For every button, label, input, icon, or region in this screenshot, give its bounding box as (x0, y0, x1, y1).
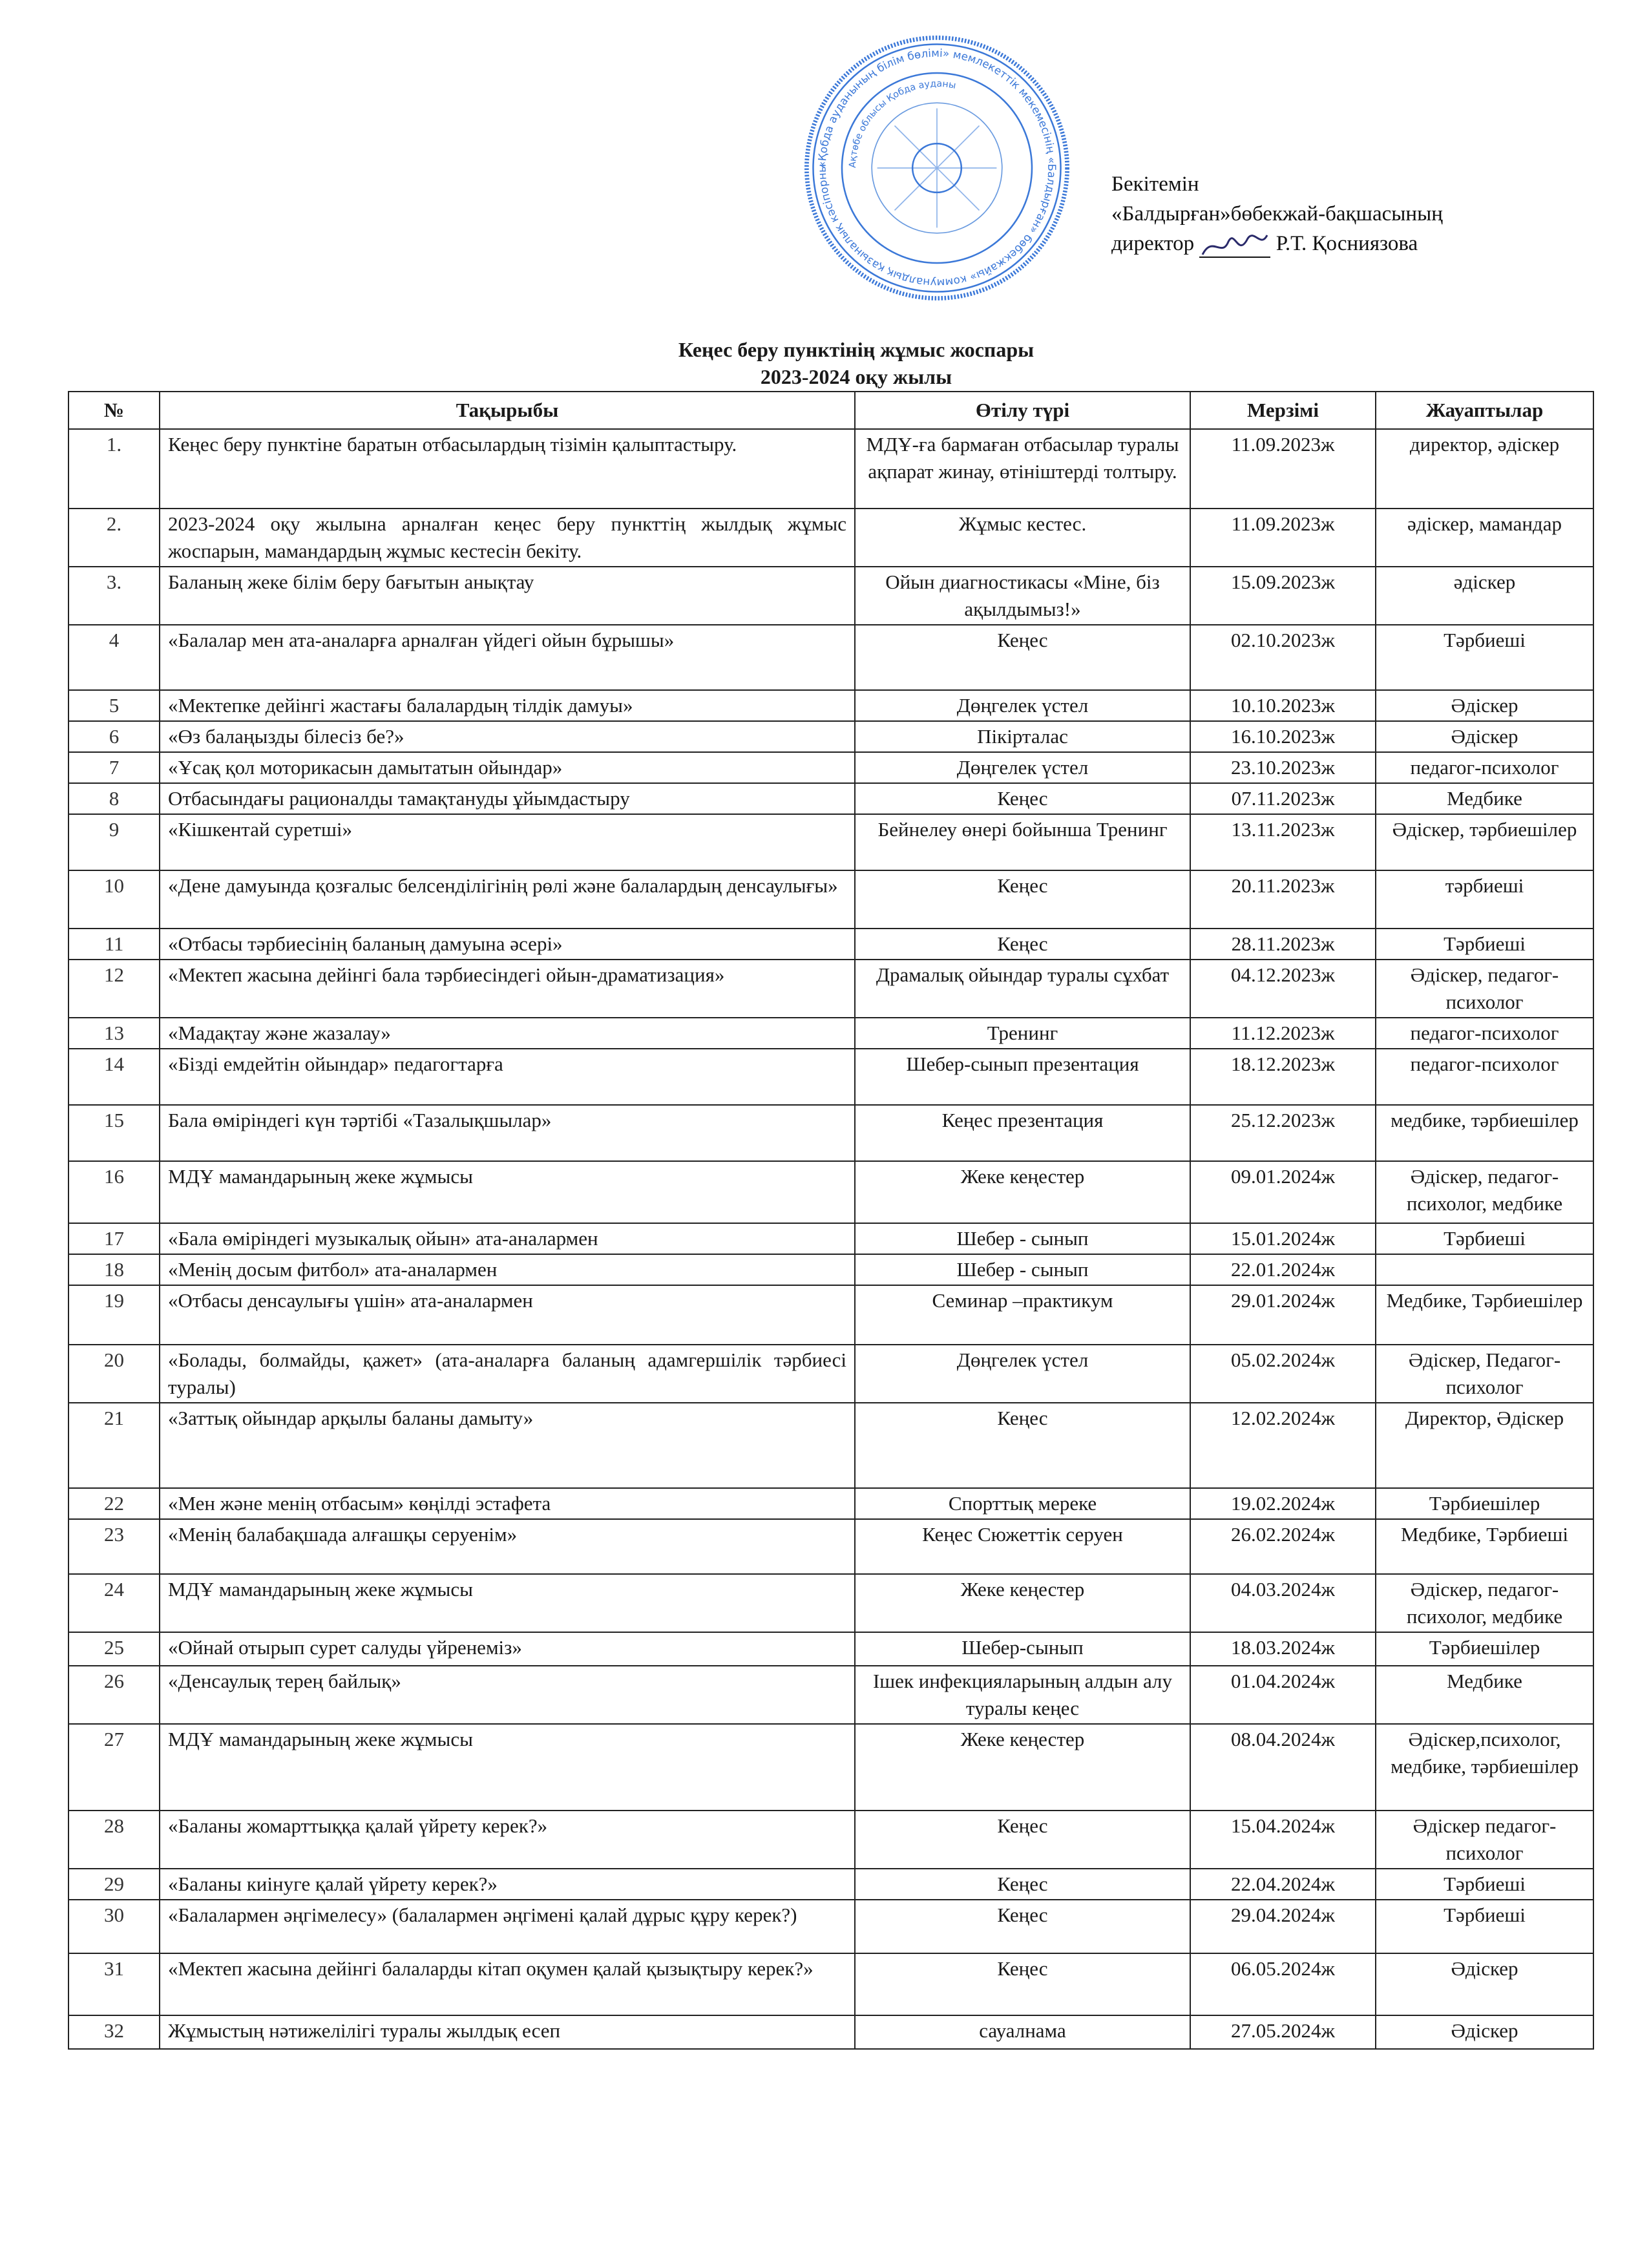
stamp-inner-text: Ақтөбе облысы Қобда ауданы (847, 78, 957, 169)
table-row (68, 1724, 1593, 1811)
table-row (68, 1018, 1593, 1049)
svg-text:Ақтөбе облысы Қобда ауданы (848, 79, 957, 168)
row-number: 9 (68, 814, 160, 870)
row-topic: Бала өміріндегі күн тәртібі «Тазалықшылар» (160, 1105, 855, 1161)
row-responsible: медбике, тәрбиешілер (1376, 1105, 1593, 1161)
row-responsible: педагог-психолог (1376, 752, 1593, 783)
approval-signature-line (1111, 229, 1443, 261)
table-row (68, 960, 1593, 1018)
row-responsible: педагог-психолог (1376, 1049, 1593, 1105)
row-responsible: педагог-психолог (1376, 1018, 1593, 1049)
row-date: 15.01.2024ж (1190, 1223, 1376, 1254)
row-format: Кеңес Сюжеттік серуен (855, 1519, 1190, 1574)
header-number: № (68, 392, 160, 429)
row-topic: «Отбасы тәрбиесінің баланың дамуына әсері» (160, 929, 855, 960)
row-format: Кеңес (855, 870, 1190, 929)
row-responsible: Әдіскер, Педагог-психолог (1376, 1345, 1593, 1403)
row-date: 15.04.2024ж (1190, 1811, 1376, 1869)
row-format: Ішек инфекцияларының алдын алу туралы кеңес (855, 1666, 1190, 1724)
row-format: Шебер - сынып (855, 1254, 1190, 1285)
table-row (68, 1254, 1593, 1285)
row-date: 13.11.2023ж (1190, 814, 1376, 870)
row-topic: МДҰ мамандарының жеке жұмысы (160, 1574, 855, 1632)
row-responsible: Медбике (1376, 1666, 1593, 1724)
row-format: Кеңес (855, 625, 1190, 690)
row-topic: «Дене дамуында қозғалыс белсенділігінің рөлі және балалардың денсаулығы» (160, 870, 855, 929)
table-row (68, 783, 1593, 814)
table-row (68, 870, 1593, 929)
title-line-1: Кеңес беру пунктінің жұмыс жоспары (678, 338, 1035, 361)
row-date: 16.10.2023ж (1190, 721, 1376, 752)
row-responsible: Әдіскер (1376, 1953, 1593, 2015)
approval-signer: Р.Т. Қосниязова (1276, 232, 1418, 255)
row-responsible: Әдіскер, педагог-психолог, медбике (1376, 1161, 1593, 1223)
row-number: 5 (68, 690, 160, 721)
row-date: 11.09.2023ж (1190, 429, 1376, 509)
row-date: 04.12.2023ж (1190, 960, 1376, 1018)
row-format: Кеңес презентация (855, 1105, 1190, 1161)
table-row (68, 625, 1593, 690)
row-topic: 2023-2024 оқу жылына арналған кеңес беру пункттің жылдық жұмыс жоспарын, мамандардың жұмыс кестесін бекіту. (160, 509, 855, 567)
row-responsible: директор, әдіскер (1376, 429, 1593, 509)
plan-table (68, 391, 1594, 2050)
row-topic: «Денсаулық терең байлық» (160, 1666, 855, 1724)
row-format: Шебер-сынып (855, 1632, 1190, 1666)
row-responsible: Медбике (1376, 783, 1593, 814)
row-date: 25.12.2023ж (1190, 1105, 1376, 1161)
row-date: 23.10.2023ж (1190, 752, 1376, 783)
row-responsible: Әдіскер, педагог-психолог (1376, 960, 1593, 1018)
row-number: 10 (68, 870, 160, 929)
table-row (68, 1519, 1593, 1574)
row-topic: «Баланы жомарттыққа қалай үйрету керек?» (160, 1811, 855, 1869)
table-row (68, 1285, 1593, 1345)
row-date: 27.05.2024ж (1190, 2015, 1376, 2049)
table-row (68, 1900, 1593, 1953)
row-topic: «Менің досым фитбол» ата-аналармен (160, 1254, 855, 1285)
table-row (68, 929, 1593, 960)
stamp-outer-text: «Қобда ауданының білім бөлімі» мемлекеттік мекемесінің «Балдырған» бөбекжайы» коммуналдық қазыналық кәсіпорны (815, 46, 1059, 290)
row-number: 17 (68, 1223, 160, 1254)
row-date: 29.01.2024ж (1190, 1285, 1376, 1345)
row-number: 3. (68, 567, 160, 625)
header-date: Мерзімі (1190, 392, 1376, 429)
row-date: 09.01.2024ж (1190, 1161, 1376, 1223)
table-row (68, 1223, 1593, 1254)
table-row (68, 2015, 1593, 2049)
row-responsible: Әдіскер педагог-психолог (1376, 1811, 1593, 1869)
row-format: Пікірталас (855, 721, 1190, 752)
row-format: Кеңес (855, 1953, 1190, 2015)
table-row (68, 1574, 1593, 1632)
row-topic: «Бізді емдейтін ойындар» педагогтарға (160, 1049, 855, 1105)
approval-heading: Бекітемін (1111, 173, 1199, 196)
title-line-2: 2023-2024 оқу жылы (760, 365, 952, 388)
row-format: Шебер-сынып презентация (855, 1049, 1190, 1105)
row-number: 7 (68, 752, 160, 783)
official-stamp (801, 32, 1073, 304)
row-topic: «Баланы киінуге қалай үйрету керек?» (160, 1869, 855, 1900)
table-row (68, 509, 1593, 567)
row-format: Кеңес (855, 783, 1190, 814)
row-date: 15.09.2023ж (1190, 567, 1376, 625)
row-number: 20 (68, 1345, 160, 1403)
row-responsible: Тәрбиешілер (1376, 1632, 1593, 1666)
header-format: Өтілу түрі (855, 392, 1190, 429)
row-date: 06.05.2024ж (1190, 1953, 1376, 2015)
row-date: 05.02.2024ж (1190, 1345, 1376, 1403)
row-format: Драмалық ойындар туралы сұхбат (855, 960, 1190, 1018)
row-date: 19.02.2024ж (1190, 1488, 1376, 1519)
row-topic: «Отбасы денсаулығы үшін» ата-аналармен (160, 1285, 855, 1345)
row-topic: «Кішкентай суретші» (160, 814, 855, 870)
row-topic: «Мектеп жасына дейінгі бала тәрбиесіндегі ойын-драматизация» (160, 960, 855, 1018)
row-number: 29 (68, 1869, 160, 1900)
row-date: 08.04.2024ж (1190, 1724, 1376, 1811)
row-date: 29.04.2024ж (1190, 1900, 1376, 1953)
row-responsible: Тәрбиешілер (1376, 1488, 1593, 1519)
row-responsible: Директор, Әдіскер (1376, 1403, 1593, 1488)
row-topic: «Балалар мен ата-аналарға арналған үйдегі ойын бұрышы» (160, 625, 855, 690)
table-row (68, 1869, 1593, 1900)
row-format: Кеңес (855, 1811, 1190, 1869)
row-format: Бейнелеу өнері бойынша Тренинг (855, 814, 1190, 870)
row-format: Кеңес (855, 1403, 1190, 1488)
row-topic: «Мектеп жасына дейінгі балаларды кітап оқумен қалай қызықтыру керек?» (160, 1953, 855, 2015)
row-topic: «Ойнай отырып сурет салуды үйренеміз» (160, 1632, 855, 1666)
row-number: 11 (68, 929, 160, 960)
row-format: Ойын диагностикасы «Міне, біз ақылдымыз!» (855, 567, 1190, 625)
row-topic: Кеңес беру пунктіне баратын отбасылардың тізімін қалыптастыру. (160, 429, 855, 509)
row-format: Дөңгелек үстел (855, 690, 1190, 721)
row-responsible: Әдіскер, тәрбиешілер (1376, 814, 1593, 870)
row-date: 02.10.2023ж (1190, 625, 1376, 690)
table-row (68, 1105, 1593, 1161)
row-date: 26.02.2024ж (1190, 1519, 1376, 1574)
row-format: Спорттық мереке (855, 1488, 1190, 1519)
row-number: 2. (68, 509, 160, 567)
row-format: Семинар –практикум (855, 1285, 1190, 1345)
row-number: 24 (68, 1574, 160, 1632)
row-number: 21 (68, 1403, 160, 1488)
row-date: 11.09.2023ж (1190, 509, 1376, 567)
row-number: 31 (68, 1953, 160, 2015)
row-responsible: Әдіскер (1376, 721, 1593, 752)
row-number: 12 (68, 960, 160, 1018)
row-number: 8 (68, 783, 160, 814)
table-row (68, 721, 1593, 752)
row-responsible: Тәрбиеші (1376, 1223, 1593, 1254)
row-date: 18.03.2024ж (1190, 1632, 1376, 1666)
row-number: 27 (68, 1724, 160, 1811)
row-responsible: Тәрбиеші (1376, 929, 1593, 960)
row-format: МДҰ-ға бармаған отбасылар туралы ақпарат жинау, өтініштерді толтыру. (855, 429, 1190, 509)
table-row (68, 1488, 1593, 1519)
row-responsible: әдіскер (1376, 567, 1593, 625)
row-topic: Жұмыстың нәтижелілігі туралы жылдық есеп (160, 2015, 855, 2049)
row-topic: «Менің балабақшада алғашқы серуенім» (160, 1519, 855, 1574)
table-row (68, 429, 1593, 509)
row-number: 25 (68, 1632, 160, 1666)
row-number: 22 (68, 1488, 160, 1519)
row-format: Дөңгелек үстел (855, 752, 1190, 783)
row-number: 23 (68, 1519, 160, 1574)
row-responsible: Тәрбиеші (1376, 1900, 1593, 1953)
row-number: 30 (68, 1900, 160, 1953)
row-date: 12.02.2024ж (1190, 1403, 1376, 1488)
row-date: 04.03.2024ж (1190, 1574, 1376, 1632)
row-topic: МДҰ мамандарының жеке жұмысы (160, 1161, 855, 1223)
row-date: 18.12.2023ж (1190, 1049, 1376, 1105)
row-topic: «Балалармен әңгімелесу» (балалармен әңгімені қалай дұрыс құру керек?) (160, 1900, 855, 1953)
row-responsible: Медбике, Тәрбиешілер (1376, 1285, 1593, 1345)
row-format: Шебер - сынып (855, 1223, 1190, 1254)
row-responsible (1376, 1254, 1593, 1285)
header-responsible: Жауаптылар (1376, 392, 1593, 429)
row-date: 28.11.2023ж (1190, 929, 1376, 960)
row-number: 1. (68, 429, 160, 509)
approval-org: «Балдырған»бөбекжай-бақшасының (1111, 202, 1443, 226)
row-topic: «Бала өміріндегі музыкалық ойын» ата-аналармен (160, 1223, 855, 1254)
row-number: 14 (68, 1049, 160, 1105)
row-format: Кеңес (855, 929, 1190, 960)
row-format: Кеңес (855, 1869, 1190, 1900)
table-row (68, 1161, 1593, 1223)
row-number: 28 (68, 1811, 160, 1869)
row-topic: «Мен және менің отбасым» көңілді эстафета (160, 1488, 855, 1519)
row-topic: «Ұсақ қол моторикасын дамытатын ойындар» (160, 752, 855, 783)
row-number: 16 (68, 1161, 160, 1223)
table-row (68, 752, 1593, 783)
table-row (68, 1632, 1593, 1666)
row-date: 11.12.2023ж (1190, 1018, 1376, 1049)
row-number: 26 (68, 1666, 160, 1724)
row-format: Кеңес (855, 1900, 1190, 1953)
row-date: 10.10.2023ж (1190, 690, 1376, 721)
row-responsible: Тәрбиеші (1376, 1869, 1593, 1900)
table-row (68, 567, 1593, 625)
table-row (68, 690, 1593, 721)
document-title (0, 336, 1649, 390)
row-number: 32 (68, 2015, 160, 2049)
row-responsible: Әдіскер,психолог, медбике, тәрбиешілер (1376, 1724, 1593, 1811)
row-format: Жеке кеңестер (855, 1161, 1190, 1223)
header-topic: Тақырыбы (160, 392, 855, 429)
row-responsible: тәрбиеші (1376, 870, 1593, 929)
row-topic: МДҰ мамандарының жеке жұмысы (160, 1724, 855, 1811)
row-topic: «Өз балаңызды білесіз бе?» (160, 721, 855, 752)
row-number: 4 (68, 625, 160, 690)
row-format: Жеке кеңестер (855, 1724, 1190, 1811)
row-format: Тренинг (855, 1018, 1190, 1049)
row-responsible: Әдіскер (1376, 690, 1593, 721)
row-date: 07.11.2023ж (1190, 783, 1376, 814)
row-responsible: Әдіскер (1376, 2015, 1593, 2049)
row-topic: Баланың жеке білім беру бағытын анықтау (160, 567, 855, 625)
row-responsible: Әдіскер, педагог-психолог, медбике (1376, 1574, 1593, 1632)
table-row (68, 1345, 1593, 1403)
table-row (68, 1403, 1593, 1488)
row-number: 6 (68, 721, 160, 752)
row-responsible: Тәрбиеші (1376, 625, 1593, 690)
row-format: сауалнама (855, 2015, 1190, 2049)
row-responsible: әдіскер, мамандар (1376, 509, 1593, 567)
table-row (68, 814, 1593, 870)
signature (1199, 229, 1270, 261)
row-date: 22.01.2024ж (1190, 1254, 1376, 1285)
row-topic: «Мектепке дейінгі жастағы балалардың тілдік дамуы» (160, 690, 855, 721)
row-number: 15 (68, 1105, 160, 1161)
table-header-row (68, 392, 1593, 429)
row-number: 18 (68, 1254, 160, 1285)
row-topic: «Заттық ойындар арқылы баланы дамыту» (160, 1403, 855, 1488)
approval-block (1111, 169, 1443, 261)
row-date: 01.04.2024ж (1190, 1666, 1376, 1724)
row-responsible: Медбике, Тәрбиеші (1376, 1519, 1593, 1574)
row-date: 20.11.2023ж (1190, 870, 1376, 929)
row-topic: «Болады, болмайды, қажет» (ата-аналарға баланың адамгершілік тәрбиесі туралы) (160, 1345, 855, 1403)
table-body (68, 429, 1593, 2049)
row-number: 13 (68, 1018, 160, 1049)
row-date: 22.04.2024ж (1190, 1869, 1376, 1900)
table-row (68, 1953, 1593, 2015)
table-row (68, 1049, 1593, 1105)
row-format: Дөңгелек үстел (855, 1345, 1190, 1403)
row-format: Жеке кеңестер (855, 1574, 1190, 1632)
table-row (68, 1666, 1593, 1724)
table-row (68, 1811, 1593, 1869)
approval-position: директор (1111, 232, 1195, 255)
row-topic: «Мадақтау және жазалау» (160, 1018, 855, 1049)
row-format: Жұмыс кестес. (855, 509, 1190, 567)
row-number: 19 (68, 1285, 160, 1345)
row-topic: Отбасындағы рационалды тамақтануды ұйымдастыру (160, 783, 855, 814)
